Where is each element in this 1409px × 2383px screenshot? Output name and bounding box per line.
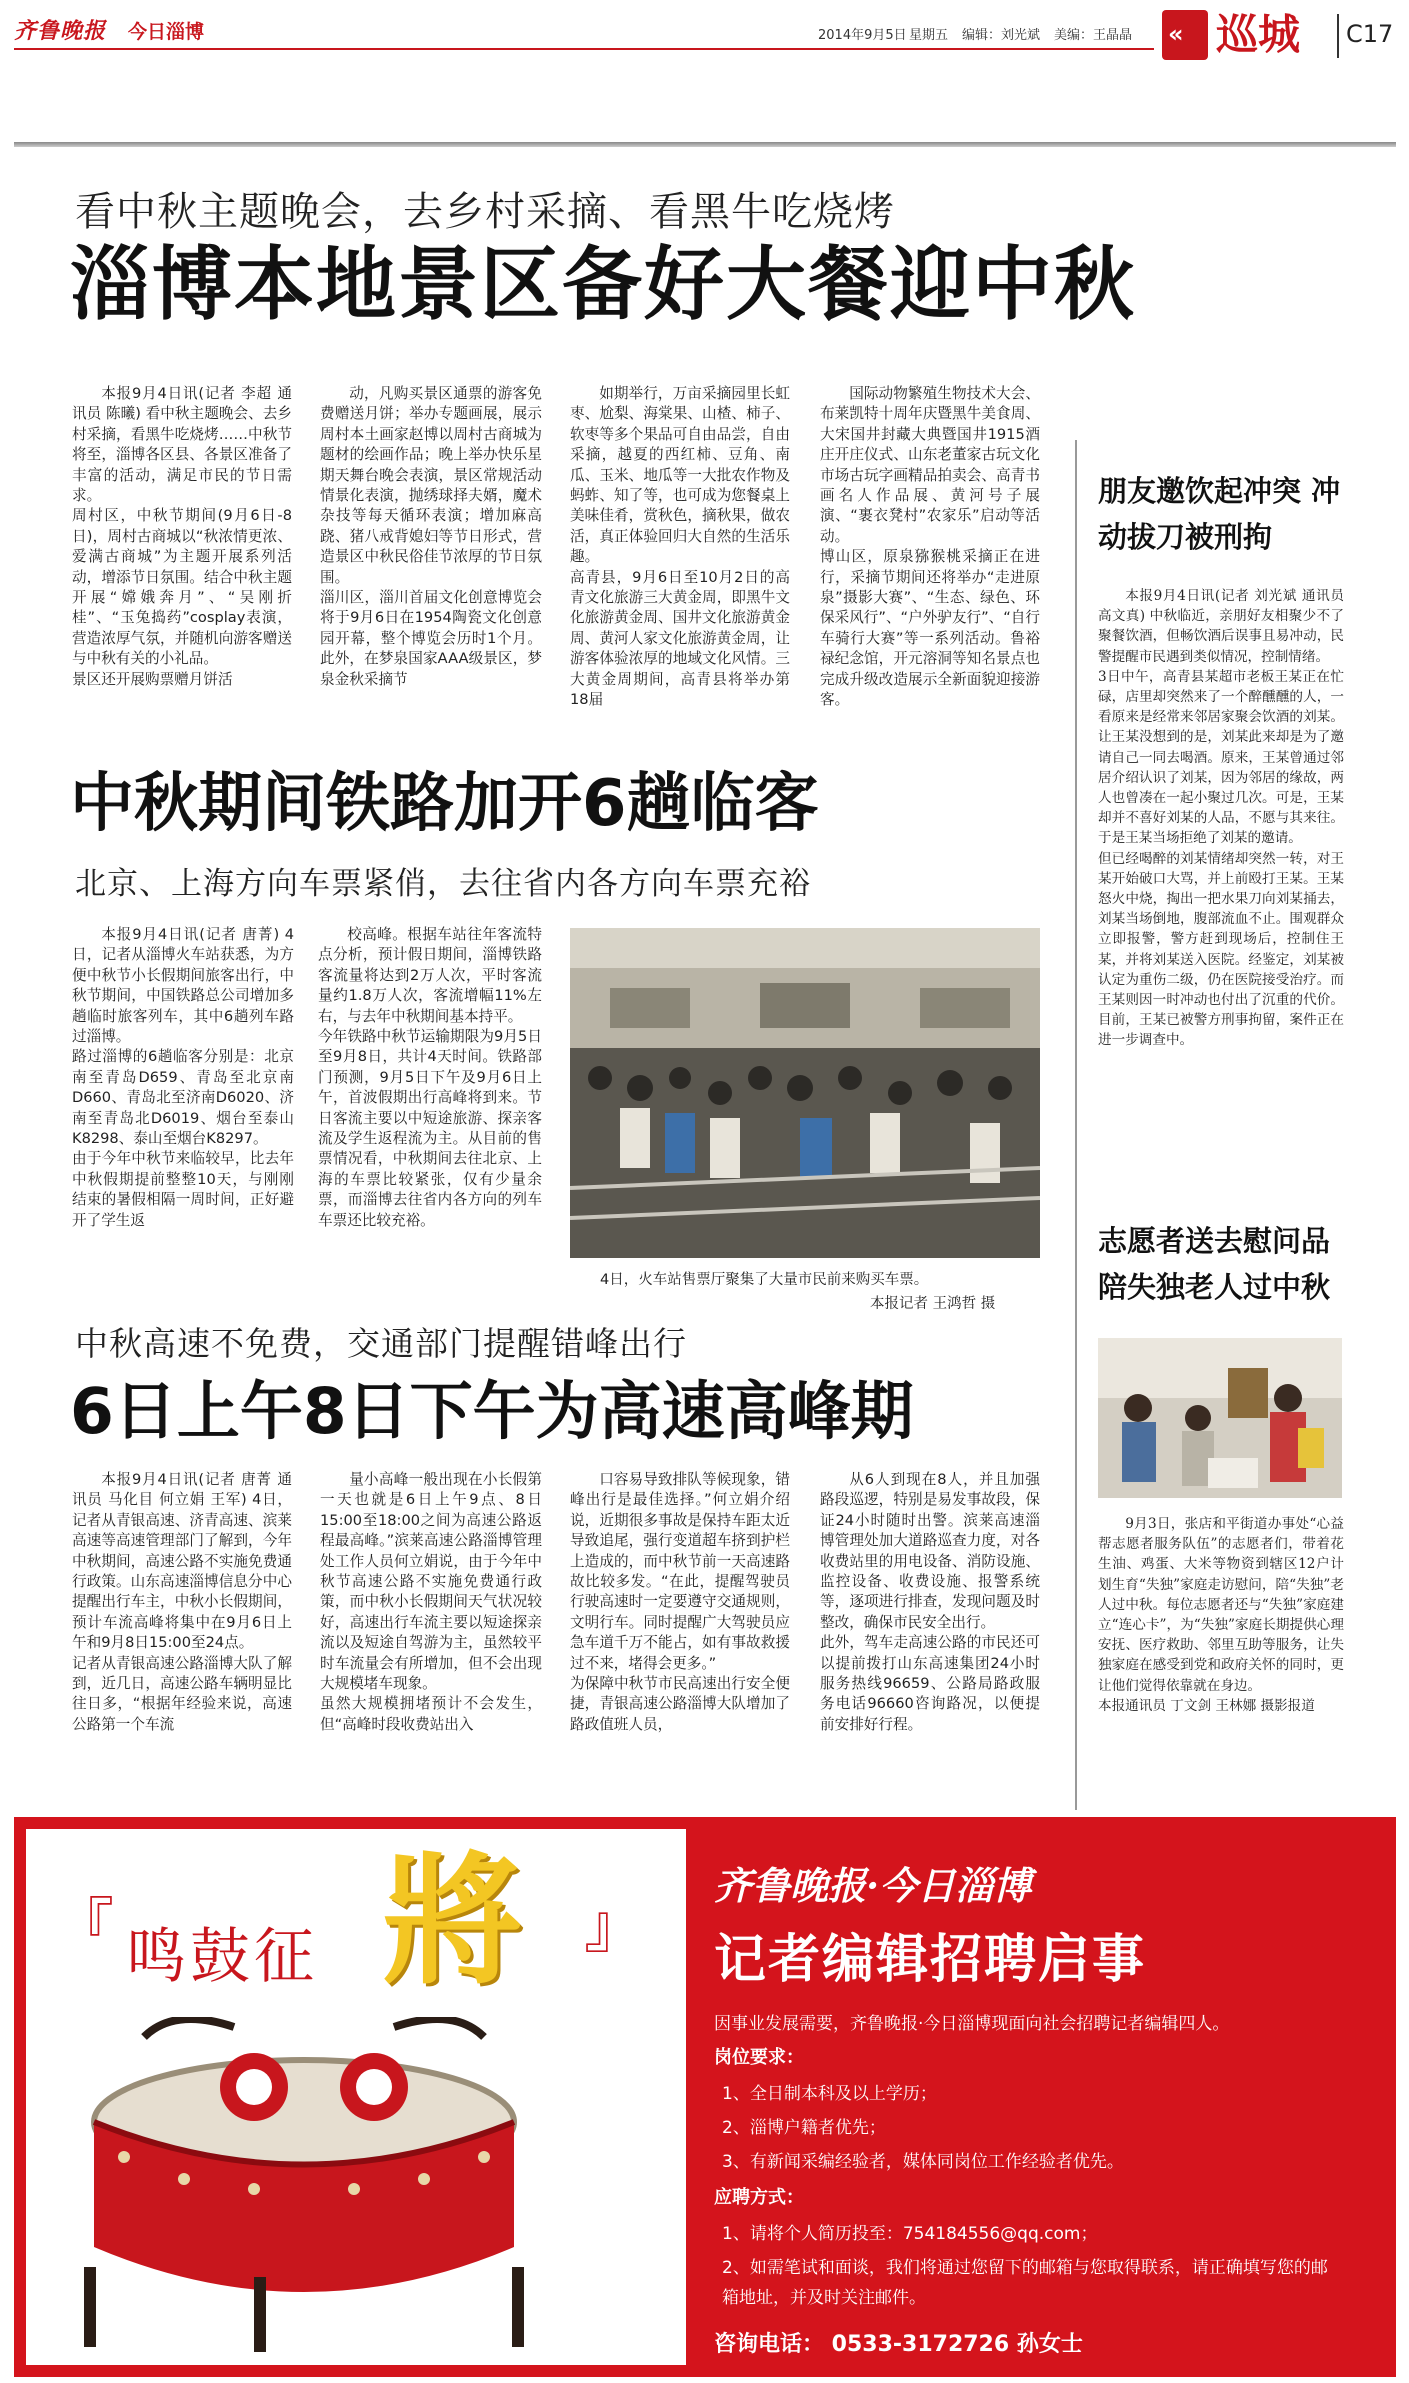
sidebar-divider (1075, 440, 1077, 1810)
ad-slogan-bracket-right: 』 (584, 1892, 644, 1962)
drum-icon (54, 2017, 594, 2357)
section-badge (1162, 10, 1208, 60)
volunteers-photo (1098, 1338, 1342, 1498)
ad-apply-1-label: 1、请将个人简历投至： (722, 2224, 903, 2244)
story3-col2: 量小高峰一般出现在小长假第一天也就是6日上午9点、8日15:00至18:00之间为高速公路返程最高峰。”滨莱高速公路淄博管理处工作人员何立娟说，由于今年中秋节高速公路不实施免费通行政策，而中秋小长假期间天气状况较好，高速出行车流主要以短途探亲流以及短途自驾游为主，虽然较平时车流量会有所增加，但不会出现大规模堵车现象。 虽然大规模拥堵预计不会发生，但“高峰时段收费站出入 (320, 1471, 542, 1733)
section-name: 巡城 (1216, 10, 1301, 59)
ad-req-title: 岗位要求： (714, 2047, 804, 2068)
ad-drum-slogan: 鸣鼓征 (126, 1922, 318, 1992)
recruitment-ad (14, 1817, 1396, 2377)
story3-col4: 从6人到现在8人，并且加强路段巡逻，特别是易发事故段，保证24小时随时出警。滨莱高速淄博管理处加大道路巡查力度，对各收费站里的用电设备、消防设施、监控设备、收费设施、报警系统等，逐项进行排查，发现问题及时整改，确保市民安全出行。 此外，驾车走高速公路的市民还可以提前拨打山东高速集团24小时服务热线96659、公路局路政服务电话96660咨询路况，以便提前安排好行程。 (820, 1471, 1040, 1733)
masthead-logo: 齐鲁晚报 (14, 18, 107, 44)
story1-col2: 动，凡购买景区通票的游客免费赠送月饼；举办专题画展，展示周村本土画家赵博以周村古商城为题材的绘画作品；晚上举办快乐星期天舞台晚会表演，景区常规活动情景化表演，抛绣球择夫婿，魔术杂技等每天循环表演；增加麻高跷、猪八戒背媳妇等节日形式，营造景区中秋民俗佳节浓厚的节日氛围。 淄川区，淄川首届文化创意博览会将于9月6日在1954陶瓷文化创意园开幕，整个博览会历时1个月。此外，在梦泉国家AAA级景区，梦泉金秋采摘节 (320, 385, 542, 688)
section-divider (1337, 14, 1339, 58)
ad-req-2: 2、淄博户籍者优先； (722, 2118, 886, 2138)
masthead-bottom-rule (14, 142, 1396, 147)
story2-col1: 本报9月4日讯(记者 唐菁) 4日，记者从淄博火车站获悉，为方便中秋节小长假期间旅客出行，中秋节期间，中国铁路总公司增加多趟临时旅客列车，其中6趟列车路过淄博。 路过淄博的6趟临客分别是：北京南至青岛D659、青岛至北京南D660、青岛北至济南D6020、济南至青岛北D6019、烟台至泰山K8298、泰山至烟台K8297。 由于今年中秋节来临较早，比去年中秋假期提前整整10天，与刚刚结束的暑假相隔一周时间，正好避开了学生返 (72, 926, 294, 1229)
ad-req-3: 3、有新闻采编经验者，媒体同岗位工作经验者优先。 (722, 2152, 1124, 2172)
volunteer-visit-illustration (1098, 1338, 1342, 1498)
story3-headline: 6日上午8日下午为高速高峰期 (70, 1375, 914, 1448)
masthead-editor: 编辑：刘光斌 (962, 28, 1041, 43)
story3-col1: 本报9月4日讯(记者 唐菁 通讯员 马化目 何立娟 王军) 4日，记者从青银高速、济青高速、滨莱高速等高速管理部门了解到，今年中秋期间，高速公路不实施免费通行政策。山东高速淄博信息分中心提醒出行车主，中秋小长假期间，预计车流高峰将集中在9月6日上午和9月8日15:00至24点。 记者从青银高速公路淄博大队了解到，近几日，高速公路车辆明显比往日多，“根据年经验来说，高速公路第一个车流 (72, 1471, 292, 1733)
masthead-designer: 美编：王晶晶 (1054, 28, 1133, 43)
masthead-edition: 今日淄博 (128, 21, 205, 43)
ad-apply-title: 应聘方式： (714, 2187, 804, 2208)
masthead-date: 2014年9月5日 (818, 28, 907, 43)
story1-kicker: 看中秋主题晚会，去乡村采摘、看黑牛吃烧烤 (75, 189, 895, 235)
story3-kicker: 中秋高速不免费，交通部门提醒错峰出行 (75, 1324, 687, 1363)
ad-apply-2: 2、如需笔试和面谈，我们将通过您留下的邮箱与您取得联系，请正确填写您的邮箱地址，并及时关注邮件。 (722, 2258, 1328, 2308)
side2-text: 9月3日，张店和平街道办事处“心益帮志愿者服务队伍”的志愿者们，带着花生油、鸡蛋、大米等物资到辖区12户计划生育“失独”家庭走访慰问，陪“失独”老人过中秋。每位志愿者还与“失独”家庭建立“连心卡”，为“失独”家庭长期提供心理安抚、医疗救助、邻里互助等服务，让失独家庭在感受到党和政府关怀的同时，更让他们觉得依靠就在身边。 本报通讯员 丁文剑 王林娜 摄影报道 (1098, 1516, 1344, 1714)
chevron-left-icon: « (1168, 20, 1184, 48)
story2-kicker: 北京、上海方向车票紧俏，去往省内各方向车票充裕 (75, 866, 811, 902)
ad-intro: 因事业发展需要，齐鲁晚报·今日淄博现面向社会招聘记者编辑四人。 (714, 2014, 1230, 2034)
ad-apply-1 (722, 2219, 1097, 2244)
side2-headline: 志愿者送去慰问品 陪失独老人过中秋 (1098, 1224, 1331, 1304)
railway-station-photo (570, 928, 1040, 1258)
ad-email-link[interactable]: 754184556@qq.com； (902, 2224, 1098, 2244)
story1-headline: 淄博本地景区备好大餐迎中秋 (70, 238, 1136, 331)
photo-credit: 本报记者 王鸿哲 摄 (870, 1296, 996, 1312)
ad-brand: 齐鲁晚报·今日淄博 (714, 1863, 1032, 1908)
masthead (0, 0, 1409, 90)
masthead-top-rule (14, 48, 1154, 50)
story2-headline: 中秋期间铁路加开6趟临客 (70, 767, 819, 841)
ad-req-1: 1、全日制本科及以上学历； (722, 2084, 937, 2104)
side1-headline: 朋友邀饮起冲突 冲动拔刀被刑拘 (1098, 474, 1341, 554)
ad-drum-big-char: 將 (382, 1840, 523, 2004)
masthead-weekday: 星期五 (909, 28, 949, 43)
story1-col1: 本报9月4日讯(记者 李超 通讯员 陈曦) 看中秋主题晚会、去乡村采摘，看黑牛吃烧烤……中秋节将至，淄博各区县、各景区准备了丰富的活动，满足市民的节日需求。 周村区，中秋节期间(9月6日-8日)，周村古商城以“秋浓情更浓、爱满古商城”为主题开展系列活动，增添节日氛围。结合中秋主题开展“嫦娥奔月”、“吴刚折桂”、“玉兔捣药”cosplay表演，营造浓厚气氛，并随机向游客赠送与中秋有关的小礼品。 景区还开展购票赠月饼活 (72, 385, 292, 688)
story2-col2: 校高峰。根据车站往年客流特点分析，预计假日期间，淄博铁路客流量将达到2万人次，平时客流量约1.8万人次，客流增幅11%左右，与去年中秋期间基本持平。 今年铁路中秋节运输期限为9月5日至9月8日，共计4天时间。铁路部门预测，9月5日下午及9月6日上午，首波假期出行高峰将到来。节日客流主要以中短途旅游、探亲客流及学生返程流为主。从目前的售票情况看，中秋期间去往北京、上海的车票比较紧张，仅有少量余票，而淄博去往省内各方向的列车车票还比较充裕。 (318, 926, 542, 1229)
ad-phone: 咨询电话： 0533-3172726 孙女士 (714, 2332, 1083, 2357)
story1-col4: 国际动物繁殖生物技术大会、布莱凯特十周年庆暨黑牛美食周、大宋国井封藏大典暨国井1915酒庄开庄仪式、山东老董家古玩文化市场古玩字画精品拍卖会、高青书画名人作品展、黄河号子展演、“裹衣凳村”农家乐”启动等活动。 博山区，原泉猕猴桃采摘正在进行，采摘节期间还将举办“走进原泉”摄影大赛”、“生态、绿色、环保采风行”、“户外驴友行”、“自行车骑行大赛”等一系列活动。鲁裕禄纪念馆，开元溶洞等知名景点也完成升级改造展示全新面貌迎接游客。 (820, 385, 1040, 709)
ad-title: 记者编辑招聘启事 (714, 1930, 1147, 1990)
ad-slogan-bracket-left: 『 (54, 1892, 114, 1962)
photo-caption: 4日，火车站售票厅聚集了大量市民前来购买车票。 (600, 1272, 929, 1288)
ticket-hall-illustration (570, 928, 1040, 1258)
story1-col3: 如期举行，万亩采摘园里长虹枣、尬梨、海棠果、山楂、柿子、软枣等多个果品可自由品尝，自由采摘，越夏的西红柿、豆角、南瓜、玉米、地瓜等一大批农作物及蚂蚱、知了等，也可成为您餐桌上美味佳肴，赏秋色，摘秋果，做农活，真正体验回归大自然的生活乐趣。 高青县，9月6日至10月2日的高青文化旅游三大黄金周，即黑牛文化旅游黄金周、国井文化旅游黄金周、黄河人家文化旅游黄金周，让游客体验浓厚的地域文化风情。三大黄金周期间，高青县将举办第18届 (570, 385, 790, 709)
story3-col3: 口容易导致排队等候现象，错峰出行是最佳选择。”何立娟介绍说，近期很多事故是保持车距太近导致追尾，强行变道超车挤到护栏上造成的，而中秋节前一天高速路故比较多发。“在此，提醒驾驶员行驶高速时一定要遵守交通规则，文明行车。同时提醒广大驾驶员应急车道千万不能占，如有事故救援过不来，堵得会更多。” 为保障中秋节市民高速出行安全便捷，青银高速公路淄博大队增加了路政值班人员， (570, 1471, 790, 1733)
side1-text: 本报9月4日讯(记者 刘光斌 通讯员 高文真) 中秋临近，亲朋好友相聚少不了聚餐饮酒，但畅饮酒后误事且易冲动，民警提醒市民遇到类似情况，控制情绪。 3日中午，高青县某超市老板王某正在忙碌，店里却突然来了一个醉醺醺的人，一看原来是经常来邻居家聚会饮酒的刘某。让王某没想到的是，刘某此来却是为了邀请自己一同去喝酒。原来，王某曾通过邻居介绍认识了刘某，因为邻居的缘故，两人也曾凑在一起小聚过几次。可是，王某却并不喜好刘某的人品，不愿与其来往。于是王某当场拒绝了刘某的邀请。 但已经喝醉的刘某情绪却突然一转，对王某开始破口大骂，并上前殴打王某。王某怒火中烧，掏出一把水果刀向刘某捅去，刘某当场倒地，腹部流血不止。围观群众立即报警，警方赶到现场后，控制住王某，并将刘某送入医院。经鉴定，刘某被认定为重伤二级，仍在医院接受治疗。而王某则因一时冲动也付出了沉重的代价。目前，王某已被警方刑事拘留，案件正在进一步调查中。 (1098, 588, 1344, 1049)
page-number: C17 (1346, 20, 1394, 48)
